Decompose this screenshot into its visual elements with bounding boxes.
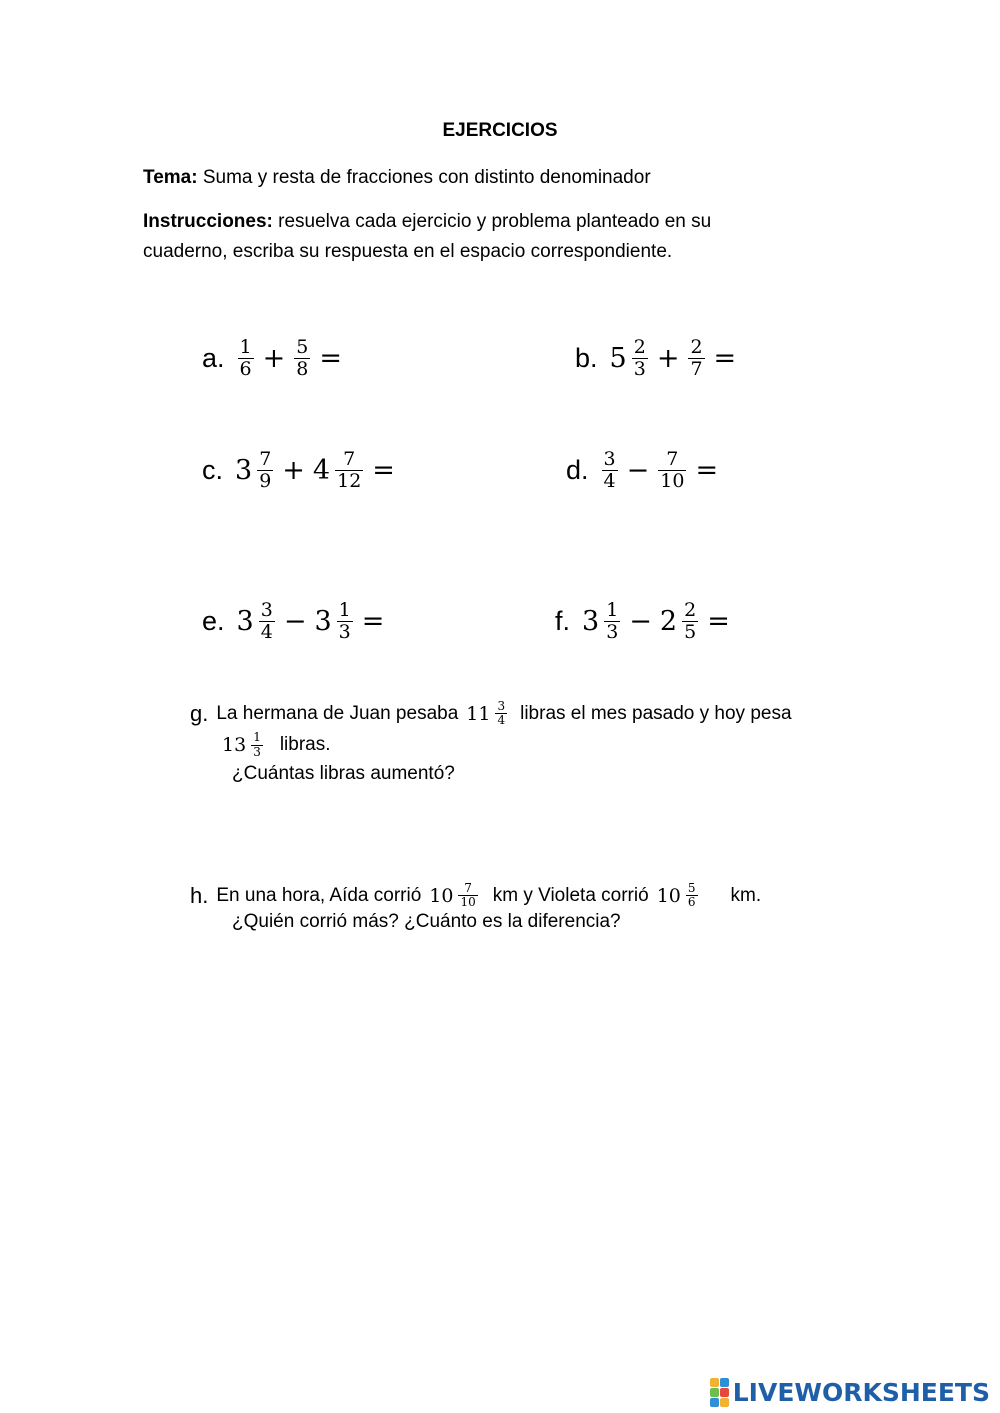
whole-number: 13: [222, 734, 247, 757]
whole-number: 3: [314, 605, 332, 637]
numerator: 3: [603, 447, 616, 470]
fraction: [658, 449, 686, 492]
numerator: 1: [338, 598, 351, 621]
denominator: 7: [690, 357, 703, 380]
problem-text: km.: [730, 884, 762, 906]
denominator: 10: [660, 469, 685, 492]
liveworksheets-logo: [710, 1378, 990, 1407]
denominator: 4: [603, 469, 616, 492]
exercise-e: [202, 586, 390, 656]
instructions-line-1: resuelva cada ejercicio y problema planteado en su: [272, 211, 712, 232]
expression: [580, 600, 736, 643]
whole-number: 3: [236, 605, 254, 637]
numerator: 1: [239, 335, 252, 358]
exercise-label: b.: [575, 342, 598, 373]
denominator: 12: [337, 469, 362, 492]
whole-number: 5: [609, 342, 627, 374]
exercise-label: a.: [202, 342, 225, 373]
exercise-label: c.: [202, 454, 224, 485]
exercise-a: [202, 323, 348, 393]
numerator: 2: [690, 335, 703, 358]
denominator: 9: [259, 469, 272, 492]
numerator: 2: [633, 335, 646, 358]
fraction: [604, 600, 620, 643]
fraction: [632, 337, 648, 380]
problem-question: ¿Quién corrió más? ¿Cuánto es la diferencia?: [232, 911, 621, 933]
problem-g: [190, 700, 792, 785]
liveworksheets-icon: [710, 1378, 729, 1407]
operator: −: [626, 454, 650, 486]
problem-text: En una hora, Aída corrió: [216, 884, 422, 906]
denominator: 5: [684, 620, 697, 643]
brand-name: LIVEWORKSHEETS: [732, 1378, 990, 1407]
instructions-line-2: cuaderno, escriba su respuesta en el espacio correspondiente.: [143, 241, 673, 262]
expression: [235, 337, 348, 380]
expression: [599, 449, 725, 492]
numerator: 7: [464, 881, 472, 895]
problem-h: [190, 882, 761, 933]
numerator: 7: [666, 447, 679, 470]
denominator: 3: [338, 620, 351, 643]
equals-sign: =: [361, 605, 385, 637]
instructions-label: Instrucciones:: [143, 211, 273, 232]
denominator: 4: [260, 620, 273, 643]
denominator: 3: [253, 744, 261, 759]
exercise-c: [202, 435, 401, 505]
whole-number: 3: [235, 454, 253, 486]
topic-text: Suma y resta de fracciones con distinto denominador: [197, 167, 651, 188]
worksheet-title: EJERCICIOS: [442, 120, 558, 141]
operator: −: [283, 605, 307, 637]
fraction: [251, 731, 263, 758]
exercise-d: [566, 435, 724, 505]
fraction: [337, 600, 353, 643]
numerator: 1: [606, 598, 619, 621]
instructions: [143, 207, 711, 267]
denominator: 6: [687, 895, 696, 910]
numerator: 7: [259, 447, 272, 470]
mixed-number: [427, 882, 480, 909]
operator: −: [629, 605, 652, 637]
whole-number: 3: [582, 605, 600, 637]
mixed-number: [464, 700, 510, 727]
fraction: [686, 882, 698, 909]
problem-text: libras.: [279, 734, 331, 756]
exercise-b: [575, 323, 742, 393]
fraction: [335, 449, 363, 492]
operator: +: [262, 342, 286, 374]
fraction: [238, 337, 254, 380]
denominator: 3: [606, 620, 619, 643]
operator: +: [656, 342, 680, 374]
fraction: [495, 700, 507, 727]
problem-label: g.: [190, 700, 209, 726]
expression: [235, 600, 391, 643]
fraction: [257, 449, 273, 492]
denominator: 3: [633, 357, 646, 380]
operator: +: [282, 454, 305, 486]
equals-sign: =: [319, 342, 342, 374]
denominator: 6: [239, 357, 252, 380]
expression: [608, 337, 743, 380]
numerator: 5: [296, 335, 309, 358]
numerator: 5: [687, 881, 696, 895]
problem-text: libras el mes pasado y hoy pesa: [520, 702, 792, 724]
problem-text: La hermana de Juan pesaba: [216, 702, 459, 724]
whole-number: 2: [659, 605, 678, 637]
problem-label: h.: [190, 882, 209, 908]
whole-number: 11: [466, 702, 491, 725]
fraction: [682, 600, 698, 643]
equals-sign: =: [713, 342, 737, 374]
expression: [233, 449, 401, 492]
numerator: 7: [343, 447, 356, 470]
whole-number: 4: [312, 454, 331, 486]
topic-label: Tema:: [143, 167, 198, 188]
numerator: 3: [497, 699, 506, 713]
exercise-label: f.: [555, 605, 571, 636]
numerator: 3: [260, 598, 273, 621]
numerator: 1: [253, 730, 261, 745]
fraction: [688, 337, 704, 380]
exercise-label: d.: [566, 454, 589, 485]
equals-sign: =: [372, 454, 395, 486]
exercise-label: e.: [202, 605, 225, 636]
exercise-f: [555, 586, 736, 656]
fraction: [458, 882, 477, 909]
mixed-number: [220, 731, 266, 758]
equals-sign: =: [707, 605, 730, 637]
problem-text: km y Violeta corrió: [492, 884, 649, 906]
denominator: 8: [296, 357, 309, 380]
equals-sign: =: [695, 454, 719, 486]
problem-question: ¿Cuántas libras aumentó?: [232, 762, 455, 784]
numerator: 2: [684, 598, 697, 621]
fraction: [259, 600, 275, 643]
denominator: 4: [497, 713, 506, 728]
whole-number: 10: [429, 884, 454, 907]
fraction: [294, 337, 310, 380]
denominator: 10: [460, 895, 476, 910]
fraction: [602, 449, 618, 492]
whole-number: 10: [656, 884, 681, 907]
topic-line: [143, 163, 651, 193]
mixed-number: [655, 882, 701, 909]
